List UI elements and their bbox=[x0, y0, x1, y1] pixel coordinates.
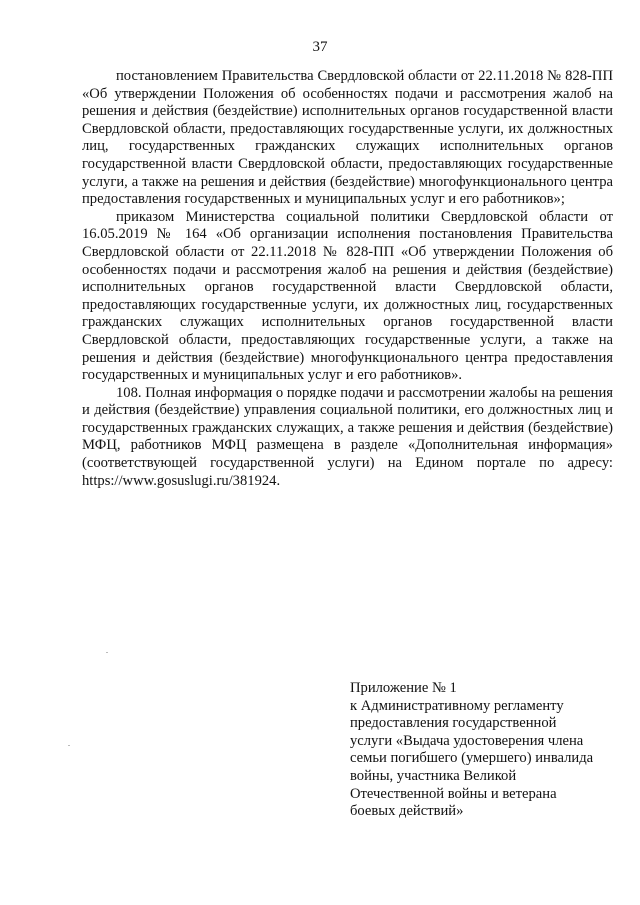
appendix-line: боевых действий» bbox=[350, 803, 464, 820]
appendix-line: Отечественной войны и ветерана bbox=[350, 785, 557, 802]
appendix-line: семьи погибшего (умершего) инвалида bbox=[350, 750, 594, 767]
appendix-line: Приложение № 1 bbox=[350, 680, 457, 696]
scan-speck bbox=[68, 745, 70, 746]
appendix-line: услуги «Выдача удостоверения члена bbox=[350, 732, 584, 749]
paragraph-108: 108. Полная информация о порядке подачи и рассмотрении жалобы на решения и действия (бездействие) управления социальной политики, его должностных лиц и государственных гражданских служащих, а также решения и действия (бездействие) МФЦ, работников МФЦ размещена в разделе «Дополнительная информация» (соответствующей государственной услуги) на Едином портале по адресу: https://www.gosuslugi.ru/381924. bbox=[82, 384, 613, 489]
page-number: 37 bbox=[312, 39, 328, 55]
appendix-line: войны, участника Великой bbox=[350, 767, 517, 784]
paragraph-resolution: постановлением Правительства Свердловской области от 22.11.2018 № 828-ПП «Об утверждении Положения об особенностях подачи и рассмотрения жалоб на решения и действия (бездействие) исполнительных органов государственной власти Свердловской области, предоставляющих государственные услуги, их должностных лиц, государственных гражданских служащих исполнительных органов государственной власти Свердловской области, предоставляющих государственные услуги, а также на решения и действия (бездействие) многофункционального центра предоставления государственных и муниципальных услуг и его работников»; bbox=[82, 68, 613, 208]
appendix-note bbox=[350, 680, 630, 821]
appendix-line: предоставления государственной bbox=[350, 715, 557, 732]
scan-speck bbox=[106, 652, 108, 653]
appendix-line: к Административному регламенту bbox=[350, 697, 564, 714]
paragraph-order: приказом Министерства социальной политики Свердловской области от 16.05.2019 № 164 «Об организации исполнения постановления Правительства Свердловской области от 22.11.2018 № 828-ПП «Об утверждении Положения об особенностях подачи и рассмотрения жалоб на решения и действия (бездействие) исполнительных органов государственной власти Свердловской области, предоставляющих государственные услуги, их должностных лиц, государственных гражданских служащих исполнительных органов государственной власти Свердловской области, предоставляющих государственные услуги, а также на решения и действия (бездействие) многофункционального центра предоставления государственных и муниципальных услуг и его работников». bbox=[82, 208, 613, 384]
body-text bbox=[82, 68, 613, 490]
